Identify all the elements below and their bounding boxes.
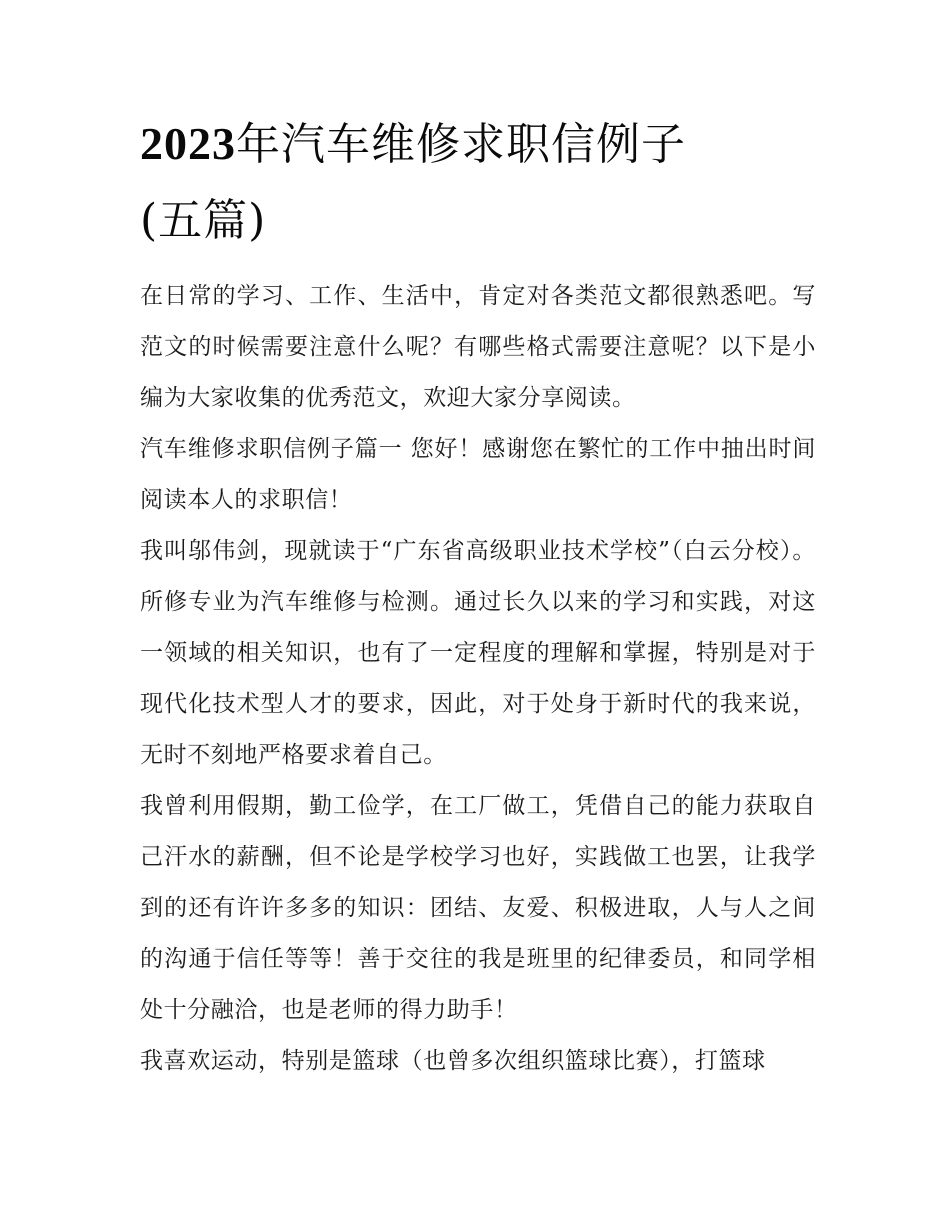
title-year: 2023 [140,118,236,169]
title-main: 年汽车维修求职信例子 [236,119,686,170]
document-body [140,271,816,1087]
title-subtitle: (五篇) [140,195,267,246]
document-page [140,112,816,1087]
document-title [140,112,816,253]
paragraph-work-experience: 我曾利用假期，勤工俭学，在工厂做工，凭借自己的能力获取自己汗水的薪酬，但不论是学校学习也好，实践做工也罢，让我学到的还有许许多多的知识：团结、友爱、积极进取，人与人之间的沟通于信任等等！善于交往的我是班里的纪律委员，和同学相处十分融洽，也是老师的得力助手！ [140,793,816,1023]
paragraph-hobbies: 我喜欢运动，特别是篮球（也曾多次组织篮球比赛），打篮球 [140,1048,766,1074]
paragraph-intro: 在日常的学习、工作、生活中，肯定对各类范文都很熟悉吧。写范文的时候需要注意什么呢？有哪些格式需要注意呢？以下是小编为大家收集的优秀范文，欢迎大家分享阅读。 [140,283,816,411]
paragraph-self-introduction: 我叫邬伟剑，现就读于“广东省高级职业技术学校”（白云分校）。所修专业为汽车维修与检测。通过长久以来的学习和实践，对这一领域的相关知识，也有了一定程度的理解和掌握，特别是对于现代化技术型人才的要求，因此，对于处身于新时代的我来说，无时不刻地严格要求着自己。 [140,538,816,768]
paragraph-greeting: 汽车维修求职信例子篇一 您好！感谢您在繁忙的工作中抽出时间阅读本人的求职信！ [140,436,816,513]
